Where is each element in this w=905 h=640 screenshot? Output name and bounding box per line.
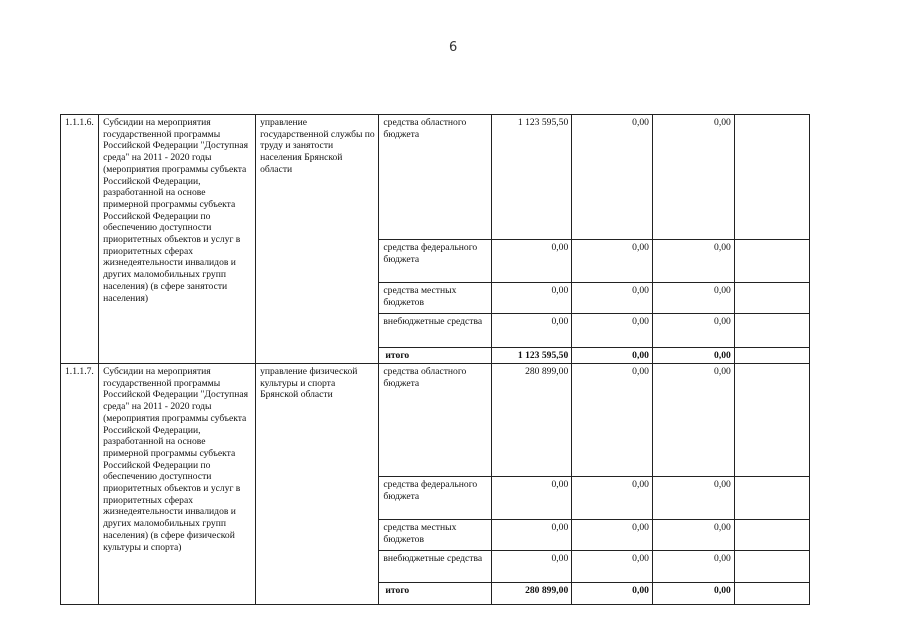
funding-source-label: средства областного бюджета bbox=[379, 364, 491, 477]
table-row bbox=[61, 115, 810, 240]
value-cell bbox=[734, 314, 809, 348]
value-cell: 0,00 bbox=[491, 477, 572, 520]
total-value: 1 123 595,50 bbox=[491, 348, 572, 364]
funding-source-label: средства федерального бюджета bbox=[379, 240, 491, 283]
page-number: 6 bbox=[449, 40, 458, 55]
value-cell bbox=[734, 240, 809, 283]
value-cell: 0,00 bbox=[652, 477, 734, 520]
value-cell: 0,00 bbox=[491, 240, 572, 283]
measure-executor: управление государственной службы по труду и занятости населения Брянской области bbox=[256, 115, 379, 364]
value-cell bbox=[734, 283, 809, 314]
value-cell bbox=[734, 551, 809, 583]
funding-source-label: средства местных бюджетов bbox=[379, 283, 491, 314]
value-cell: 0,00 bbox=[572, 364, 653, 477]
total-value: 0,00 bbox=[652, 583, 734, 605]
total-value bbox=[734, 583, 809, 605]
value-cell: 0,00 bbox=[572, 283, 653, 314]
value-cell: 0,00 bbox=[652, 115, 734, 240]
total-label: итого bbox=[379, 348, 491, 364]
budget-table bbox=[60, 114, 810, 605]
measure-name: Субсидии на мероприятия государственной программы Российской Федерации "Доступная среда" на 2011 - 2020 годы (мероприятия программы субъекта Российской Федерации, разработанной на основе примерной программы субъекта Российской Федерации по обеспечению доступности приоритетных объектов и услуг в приоритетных сферах жизнедеятельности инвалидов и других маломобильных групп населения) (в сфере физической культуры и спорта) bbox=[99, 364, 256, 605]
measure-executor: управление физической культуры и спорта Брянской области bbox=[256, 364, 379, 605]
value-cell: 0,00 bbox=[572, 314, 653, 348]
measure-code: 1.1.1.7. bbox=[61, 364, 99, 605]
funding-source-label: средства федерального бюджета bbox=[379, 477, 491, 520]
value-cell: 0,00 bbox=[652, 283, 734, 314]
funding-source-label: средства областного бюджета bbox=[379, 115, 491, 240]
funding-source-label: средства местных бюджетов bbox=[379, 520, 491, 551]
value-cell: 0,00 bbox=[572, 240, 653, 283]
value-cell: 0,00 bbox=[652, 520, 734, 551]
value-cell bbox=[734, 477, 809, 520]
value-cell: 0,00 bbox=[491, 314, 572, 348]
value-cell: 1 123 595,50 bbox=[491, 115, 572, 240]
value-cell bbox=[734, 364, 809, 477]
value-cell: 0,00 bbox=[652, 314, 734, 348]
value-cell: 0,00 bbox=[652, 551, 734, 583]
value-cell: 0,00 bbox=[572, 551, 653, 583]
value-cell: 0,00 bbox=[572, 520, 653, 551]
measure-name: Субсидии на мероприятия государственной программы Российской Федерации "Доступная среда" на 2011 - 2020 годы (мероприятия программы субъекта Российской Федерации, разработанной на основе примерной программы субъекта Российской Федерации по обеспечению доступности приоритетных объектов и услуг в приоритетных сферах жизнедеятельности инвалидов и других маломобильных групп населения) (в сфере занятости населения) bbox=[99, 115, 256, 364]
value-cell: 0,00 bbox=[491, 520, 572, 551]
total-value: 0,00 bbox=[572, 348, 653, 364]
value-cell bbox=[734, 115, 809, 240]
total-value bbox=[734, 348, 809, 364]
value-cell bbox=[734, 520, 809, 551]
value-cell: 0,00 bbox=[572, 477, 653, 520]
table-row bbox=[61, 364, 810, 477]
value-cell: 0,00 bbox=[652, 364, 734, 477]
measure-code: 1.1.1.6. bbox=[61, 115, 99, 364]
value-cell: 0,00 bbox=[572, 115, 653, 240]
value-cell: 0,00 bbox=[652, 240, 734, 283]
value-cell: 280 899,00 bbox=[491, 364, 572, 477]
funding-source-label: внебюджетные средства bbox=[379, 551, 491, 583]
total-value: 0,00 bbox=[572, 583, 653, 605]
total-value: 0,00 bbox=[652, 348, 734, 364]
value-cell: 0,00 bbox=[491, 551, 572, 583]
funding-source-label: внебюджетные средства bbox=[379, 314, 491, 348]
value-cell: 0,00 bbox=[491, 283, 572, 314]
total-label: итого bbox=[379, 583, 491, 605]
total-value: 280 899,00 bbox=[491, 583, 572, 605]
